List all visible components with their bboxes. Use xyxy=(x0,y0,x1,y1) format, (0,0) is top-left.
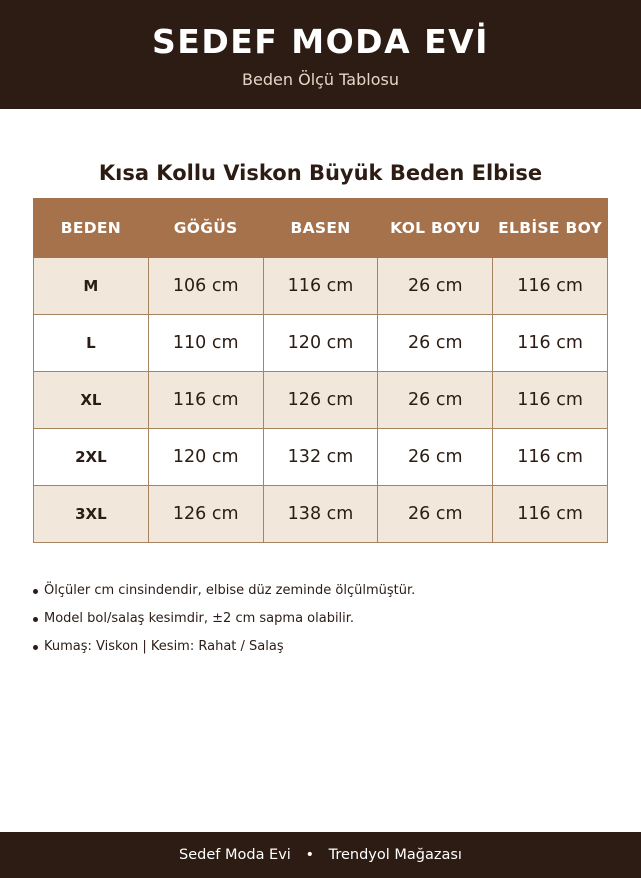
chest-cell: 116 cm xyxy=(148,372,263,429)
table-header-row xyxy=(34,199,608,258)
sleeve-length-cell: 26 cm xyxy=(378,258,493,315)
hip-cell: 120 cm xyxy=(263,315,378,372)
sleeve-length-cell: 26 cm xyxy=(378,372,493,429)
bullet-icon xyxy=(33,617,38,622)
note-text: Model bol/salaş kesimdir, ±2 cm sapma olabilir. xyxy=(44,611,355,626)
note-text: Ölçüler cm cinsindendir, elbise düz zeminde ölçülmüştür. xyxy=(44,583,416,598)
footer-separator: • xyxy=(305,847,315,863)
size-chart-table xyxy=(33,198,608,543)
product-title: Kısa Kollu Viskon Büyük Beden Elbise xyxy=(98,161,543,185)
size-cell: 2XL xyxy=(34,429,149,486)
table-row xyxy=(34,429,608,486)
brand-name: SEDEF MODA EVİ xyxy=(152,22,489,61)
dress-length-cell: 116 cm xyxy=(493,429,608,486)
note-text: Kumaş: Viskon | Kesim: Rahat / Salaş xyxy=(44,639,284,654)
list-item xyxy=(33,582,415,610)
hip-cell: 132 cm xyxy=(263,429,378,486)
list-item xyxy=(33,638,415,666)
bullet-icon xyxy=(33,645,38,650)
footer-bar xyxy=(0,832,641,878)
column-header-hip: BASEN xyxy=(263,199,378,258)
sleeve-length-cell: 26 cm xyxy=(378,315,493,372)
hip-cell: 138 cm xyxy=(263,486,378,543)
size-cell: 3XL xyxy=(34,486,149,543)
size-cell: L xyxy=(34,315,149,372)
dress-length-cell: 116 cm xyxy=(493,486,608,543)
dress-length-cell: 116 cm xyxy=(493,372,608,429)
chest-cell: 110 cm xyxy=(148,315,263,372)
footer-store-name: Sedef Moda Evi xyxy=(179,847,291,863)
header-subtitle: Beden Ölçü Tablosu xyxy=(242,70,399,89)
chest-cell: 106 cm xyxy=(148,258,263,315)
table-row xyxy=(34,315,608,372)
hip-cell: 126 cm xyxy=(263,372,378,429)
bullet-icon xyxy=(33,589,38,594)
column-header-dress-length: ELBİSE BOY xyxy=(493,199,608,258)
size-cell: XL xyxy=(34,372,149,429)
sleeve-length-cell: 26 cm xyxy=(378,429,493,486)
chest-cell: 120 cm xyxy=(148,429,263,486)
column-header-sleeve-length: KOL BOYU xyxy=(378,199,493,258)
chest-cell: 126 cm xyxy=(148,486,263,543)
dress-length-cell: 116 cm xyxy=(493,315,608,372)
hip-cell: 116 cm xyxy=(263,258,378,315)
list-item xyxy=(33,610,415,638)
table-row xyxy=(34,372,608,429)
footer-marketplace: Trendyol Mağazası xyxy=(328,847,462,863)
header-banner xyxy=(0,0,641,109)
sleeve-length-cell: 26 cm xyxy=(378,486,493,543)
column-header-size: BEDEN xyxy=(34,199,149,258)
table-row xyxy=(34,486,608,543)
size-cell: M xyxy=(34,258,149,315)
column-header-chest: GÖĞÜS xyxy=(148,199,263,258)
table-row xyxy=(34,258,608,315)
notes-list xyxy=(33,582,415,666)
dress-length-cell: 116 cm xyxy=(493,258,608,315)
